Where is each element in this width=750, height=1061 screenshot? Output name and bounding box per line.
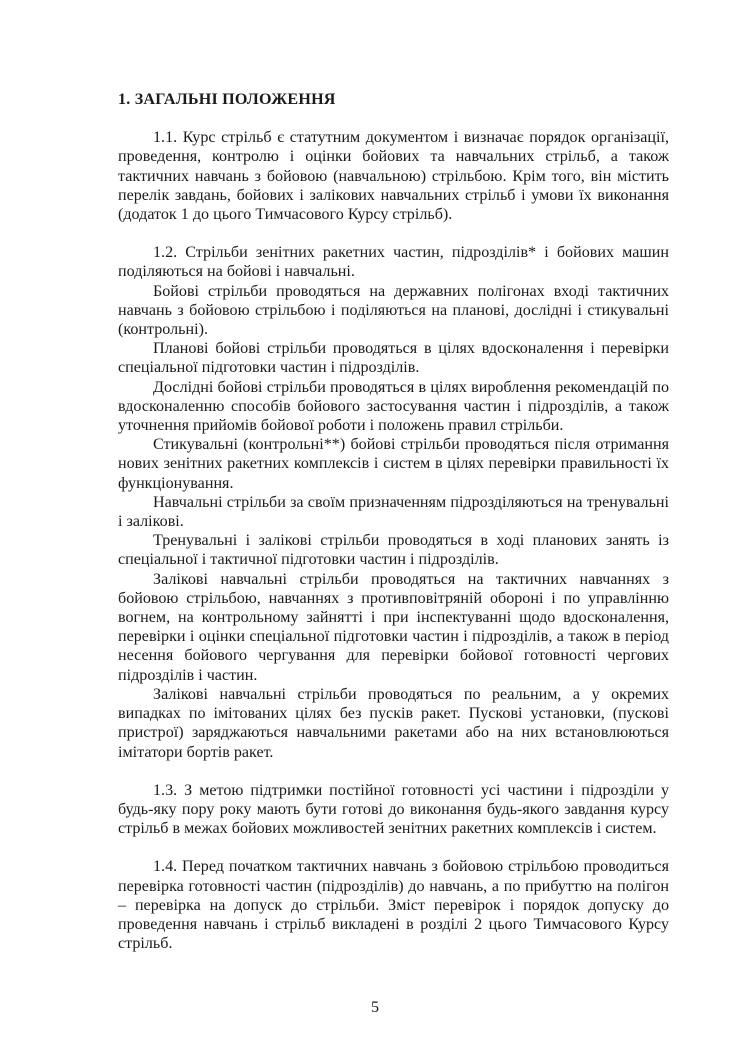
page-number: 5 [371,999,379,1016]
paragraph-1-2: 1.2. Стрільби зенітних ракетних частин, підрозділів* і бойових машин поділяються на бойові і навчальні. [118,244,669,281]
paragraph-credit-firing-exercises: Залікові навчальні стрільби проводяться на тактичних навчаннях з бойовою стрільбою, навчаннях з противповітряній обороні і по управлінню вогнем, на контрольному зайнятті і при інспектуванні щодо вдосконалення, перевірки і оцінки спеціальної підготовки частин і підрозділів, а також в період несення бойового чергування для перевірки бойової готовності чергових підрозділів і частин. [118,570,669,684]
paragraph-credit-firing-targets: Залікові навчальні стрільби проводяться по реальним, а у окремих випадках по імітованих цілях без пусків ракет. Пускові установки, (пускові пристрої) заряджаються навчальними ракетами або на них встановлюються імітатори бортів ракет. [118,685,669,761]
paragraph-1-3: 1.3. З метою підтримки постійної готовності усі частини і підрозділи у будь-яку пору року мають бути готові до виконання будь-якого завдання курсу стрільб в межах бойових можливостей зенітних ракетних комплексів і систем. [118,781,669,838]
paragraph-docking-firing: Стикувальні (контрольні**) бойові стрільби проводяться після отримання нових зенітних ракетних комплексів і систем в цілях перевірки правильності їх функціонування. [118,436,669,492]
section-heading: 1. ЗАГАЛЬНІ ПОЛОЖЕННЯ [118,91,336,108]
paragraph-training-credit-firing: Тренувальні і залікові стрільби проводяться в ході планових занять із спеціальної і тактичної підготовки частин і підрозділів. [118,532,669,569]
paragraph-training-firing: Навчальні стрільби за своїм призначенням підрозділяються на тренувальні і залікові. [118,493,669,531]
paragraph-combat-firing: Бойові стрільби проводяться на державних полігонах вході тактичних навчань з бойовою стрільбою і поділяються на планові, дослідні і стикувальні (контрольні). [118,282,669,339]
paragraph-research-firing: Дослідні бойові стрільби проводяться в цілях вироблення рекомендацій по вдосконаленню способів бойового застосування частин і підрозділів, а також уточнення прийомів бойової роботи і положень правил стрільби. [118,378,669,435]
paragraph-1-1: 1.1. Курс стрільб є статутним документом і визначає порядок організації, проведення, контролю і оцінки бойових та навчальних стрільб, а також тактичних навчань з бойовою (навчальною) стрільбою. Крім того, він містить перелік завдань, бойових і залікових навчальних стрільб і умови їх виконання (додаток 1 до цього Тимчасового Курсу стрільб). [118,129,669,224]
paragraph-planned-firing: Планові бойові стрільби проводяться в цілях вдосконалення і перевірки спеціальної підготовки частин і підрозділів. [118,340,669,377]
paragraph-1-4: 1.4. Перед початком тактичних навчань з бойовою стрільбою проводиться перевірка готовності частин (підрозділів) до навчань, а по прибуттю на полігон – перевірка на допуск до стрільби. Зміст перевірок і порядок допуску до проведення навчань і стрільб викладені в розділі 2 цього Тимчасового Курсу стрільб. [118,858,669,953]
